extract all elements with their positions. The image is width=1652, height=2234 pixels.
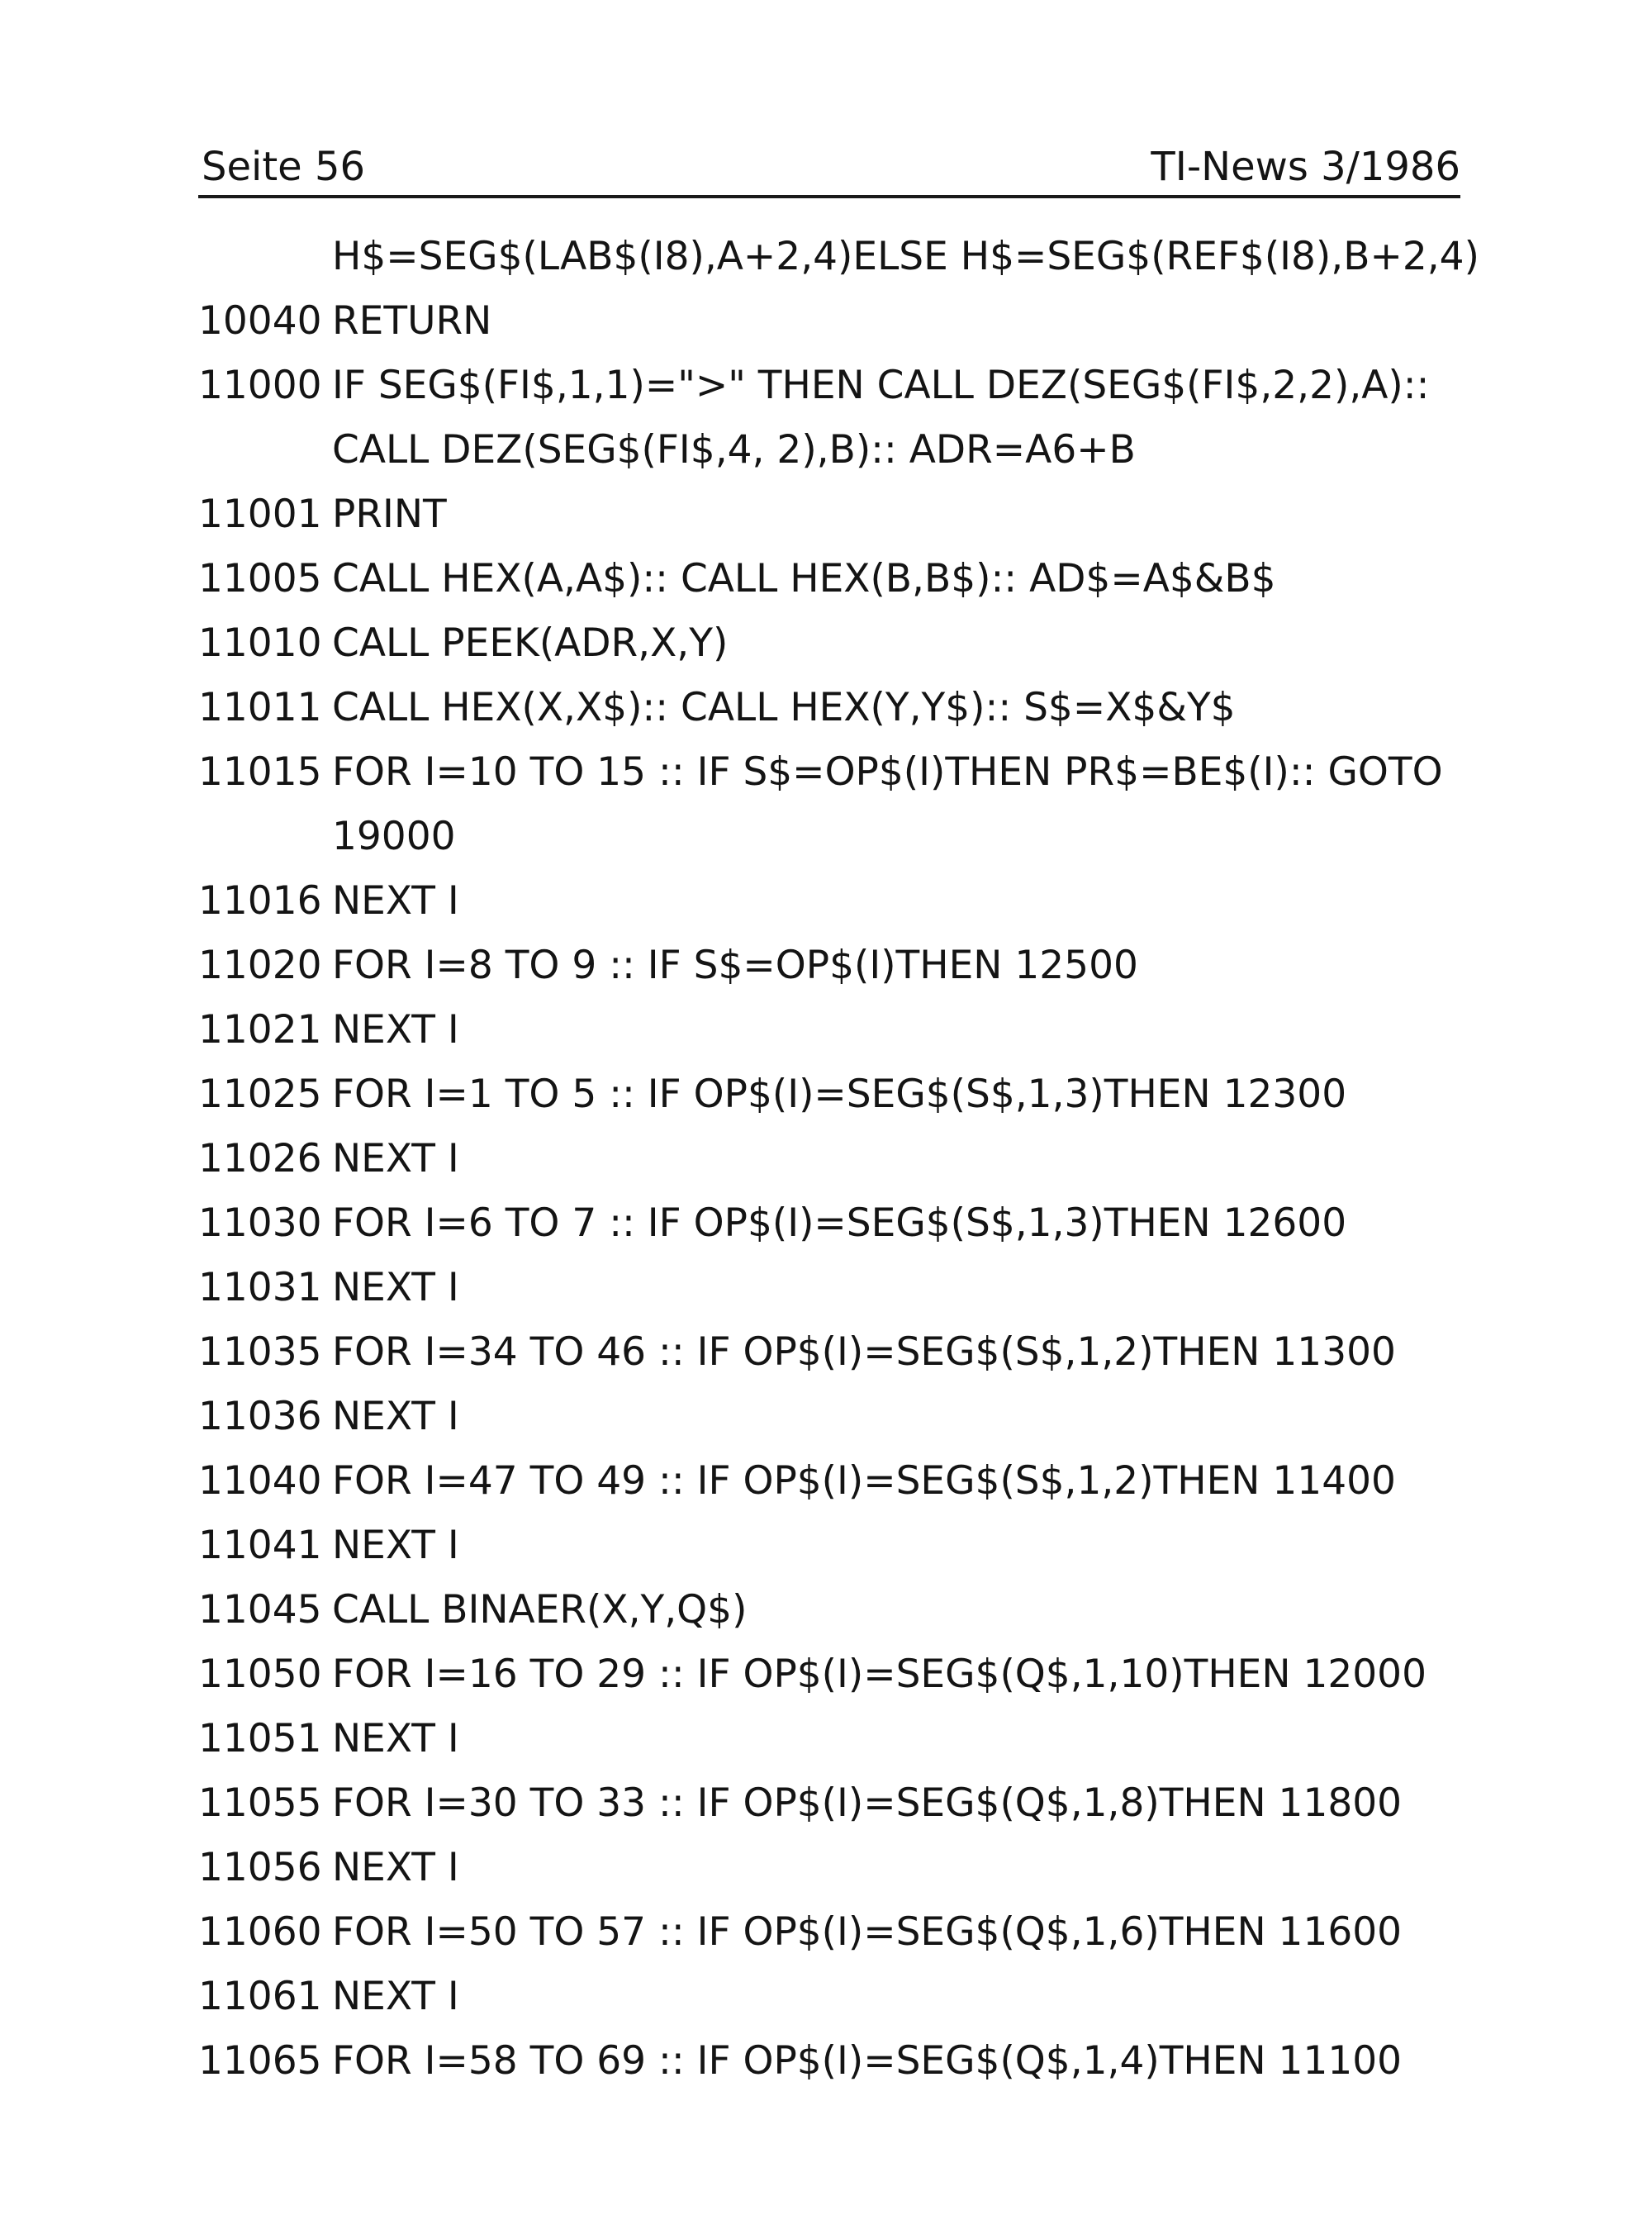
line-number: 11026: [198, 1136, 322, 1181]
line-number: 11010: [198, 620, 322, 666]
line-number: 10040: [198, 298, 322, 344]
code-line: [198, 1256, 1487, 1320]
line-code: NEXT I: [332, 1845, 459, 1890]
line-code: FOR I=8 TO 9 :: IF S$=OP$(I)THEN 12500: [332, 943, 1138, 988]
line-code: FOR I=10 TO 15 :: IF S$=OP$(I)THEN PR$=BE$(I):: GOTO: [332, 749, 1443, 795]
line-code: FOR I=16 TO 29 :: IF OP$(I)=SEG$(Q$,1,10)THEN 12000: [332, 1652, 1427, 1697]
line-number: 11001: [198, 492, 322, 537]
line-code: NEXT I: [332, 1974, 459, 2019]
code-line: [198, 354, 1487, 418]
line-code: PRINT: [332, 492, 447, 537]
line-number: 11000: [198, 363, 322, 408]
code-line: [198, 1642, 1487, 1707]
line-code: CALL PEEK(ADR,X,Y): [332, 620, 729, 666]
line-number: 11061: [198, 1974, 322, 2019]
line-code: IF SEG$(FI$,1,1)=">" THEN CALL DEZ(SEG$(FI$,2,2),A)::: [332, 363, 1430, 408]
line-code: NEXT I: [332, 1523, 459, 1568]
line-number: 11045: [198, 1587, 322, 1633]
code-line: [198, 1514, 1487, 1578]
line-code: RETURN: [332, 298, 492, 344]
line-code: CALL HEX(X,X$):: CALL HEX(Y,Y$):: S$=X$&Y$: [332, 685, 1236, 730]
code-line: [198, 2029, 1487, 2094]
line-code: FOR I=1 TO 5 :: IF OP$(I)=SEG$(S$,1,3)THEN 12300: [332, 1072, 1347, 1117]
code-line: [198, 418, 1487, 482]
line-code: 19000: [332, 814, 456, 859]
code-line: [198, 1836, 1487, 1900]
code-line: [198, 740, 1487, 805]
line-number: 11031: [198, 1265, 322, 1310]
basic-program-listing: [198, 225, 1487, 2094]
line-code: FOR I=6 TO 7 :: IF OP$(I)=SEG$(S$,1,3)THEN 12600: [332, 1200, 1347, 1246]
code-line: [198, 869, 1487, 934]
code-line: [198, 1320, 1487, 1385]
page-number: Seite 56: [202, 144, 366, 190]
code-line: [198, 611, 1487, 676]
line-number: 11035: [198, 1329, 322, 1375]
code-line: [198, 289, 1487, 354]
line-number: 11036: [198, 1394, 322, 1439]
code-line: [198, 1191, 1487, 1256]
line-number: 11020: [198, 943, 322, 988]
line-code: FOR I=47 TO 49 :: IF OP$(I)=SEG$(S$,1,2)THEN 11400: [332, 1458, 1396, 1504]
code-line: [198, 1385, 1487, 1449]
line-code: NEXT I: [332, 1007, 459, 1053]
line-code: NEXT I: [332, 1136, 459, 1181]
code-line: [198, 482, 1487, 547]
line-code: NEXT I: [332, 1716, 459, 1761]
line-number: 11011: [198, 685, 322, 730]
page-header: [198, 139, 1460, 198]
line-code: NEXT I: [332, 1265, 459, 1310]
line-number: 11016: [198, 878, 322, 924]
line-number: 11025: [198, 1072, 322, 1117]
line-code: NEXT I: [332, 878, 459, 924]
code-line: [198, 1578, 1487, 1642]
line-number: 11051: [198, 1716, 322, 1761]
line-code: FOR I=58 TO 69 :: IF OP$(I)=SEG$(Q$,1,4)THEN 11100: [332, 2038, 1403, 2084]
line-number: 11055: [198, 1780, 322, 1826]
line-number: 11041: [198, 1523, 322, 1568]
line-code: FOR I=30 TO 33 :: IF OP$(I)=SEG$(Q$,1,8)THEN 11800: [332, 1780, 1403, 1826]
line-code: CALL BINAER(X,Y,Q$): [332, 1587, 748, 1633]
code-line: [198, 225, 1487, 289]
code-line: [198, 934, 1487, 998]
code-line: [198, 1127, 1487, 1191]
code-line: [198, 1771, 1487, 1836]
line-number: 11030: [198, 1200, 322, 1246]
line-code: FOR I=50 TO 57 :: IF OP$(I)=SEG$(Q$,1,6)THEN 11600: [332, 1909, 1403, 1955]
code-line: [198, 1965, 1487, 2029]
code-line: [198, 1062, 1487, 1127]
line-code: NEXT I: [332, 1394, 459, 1439]
line-number: 11050: [198, 1652, 322, 1697]
line-number: 11060: [198, 1909, 322, 1955]
line-code: CALL DEZ(SEG$(FI$,4, 2),B):: ADR=A6+B: [332, 427, 1136, 473]
line-number: 11005: [198, 556, 322, 601]
line-code: FOR I=34 TO 46 :: IF OP$(I)=SEG$(S$,1,2)THEN 11300: [332, 1329, 1396, 1375]
publication-issue: TI-News 3/1986: [1151, 144, 1460, 190]
line-number: 11056: [198, 1845, 322, 1890]
code-line: [198, 1449, 1487, 1514]
code-line: [198, 676, 1487, 740]
code-line: [198, 805, 1487, 869]
line-number: 11021: [198, 1007, 322, 1053]
code-line: [198, 1900, 1487, 1965]
line-number: 11015: [198, 749, 322, 795]
code-line: [198, 998, 1487, 1062]
line-code: CALL HEX(A,A$):: CALL HEX(B,B$):: AD$=A$&B$: [332, 556, 1276, 601]
line-number: 11065: [198, 2038, 322, 2084]
line-code: H$=SEG$(LAB$(I8),A+2,4)ELSE H$=SEG$(REF$(I8),B+2,4): [332, 234, 1479, 279]
code-line: [198, 1707, 1487, 1771]
line-number: 11040: [198, 1458, 322, 1504]
code-line: [198, 547, 1487, 611]
